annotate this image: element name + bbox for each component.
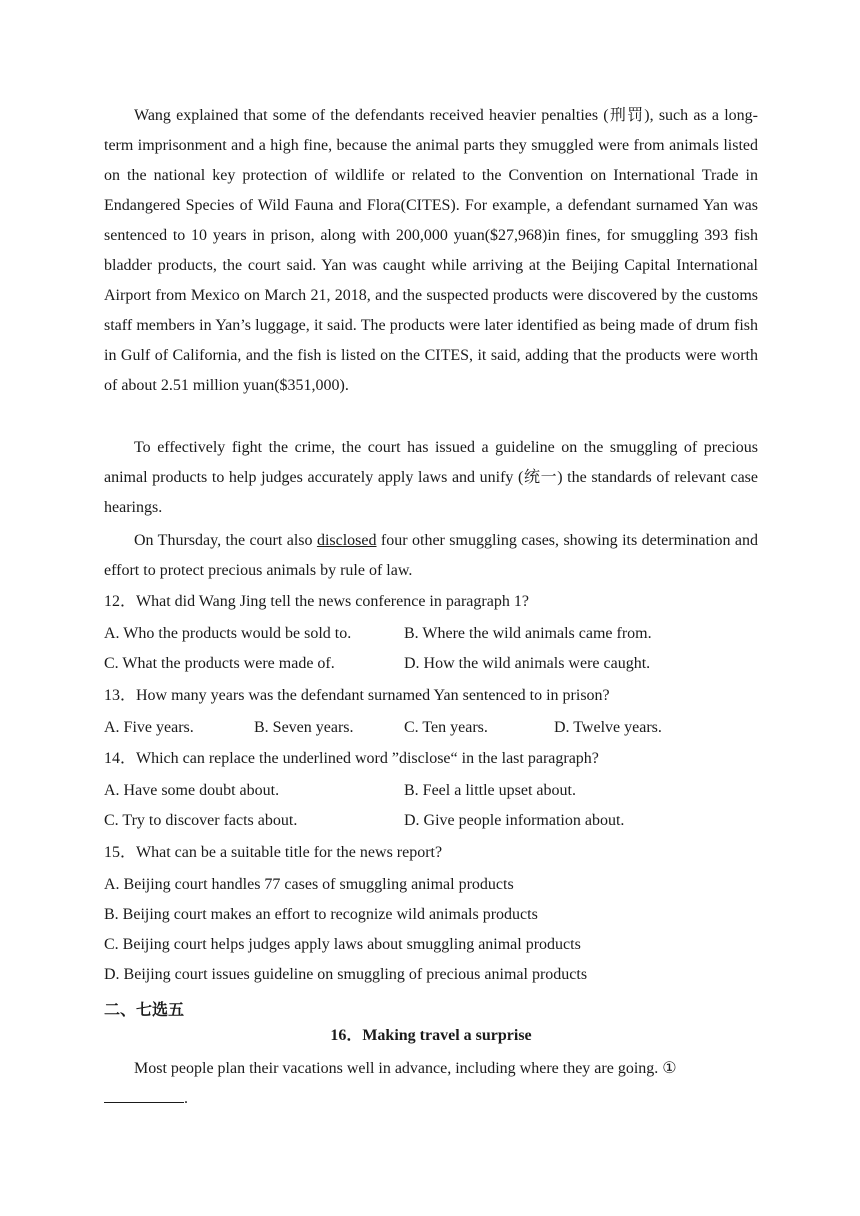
answer-blank-1[interactable]	[104, 1088, 184, 1103]
intro-text: Most people plan their vacations well in advance, including where they are going. ①	[134, 1060, 677, 1077]
section-heading: 二、七选五	[104, 1000, 185, 1019]
question-14-stem: 14．Which can replace the underlined word ”disclose“ in the last paragraph?	[104, 750, 599, 767]
q13-option-c: C. Ten years.	[404, 719, 488, 736]
q12-option-b: B. Where the wild animals came from.	[404, 625, 652, 642]
q12-option-a: A. Who the products would be sold to.	[104, 625, 352, 642]
q14-option-c: C. Try to discover facts about.	[104, 812, 298, 829]
passage-title: 16．Making travel a surprise	[330, 1027, 532, 1044]
q15-option-b: B. Beijing court makes an effort to recognize wild animals products	[104, 906, 538, 923]
q14-option-d: D. Give people information about.	[404, 812, 625, 829]
paragraph-3	[104, 526, 758, 586]
paragraph-1: Wang explained that some of the defendants received heavier penalties (刑罚), such as a long-term imprisonment and a high fine, because the animal parts they smuggled were from animals listed on the national key protection of wildlife or related to the Convention on International Trade in Endangered Species of Wild Fauna and Flora(CITES). For example, a defendant surnamed Yan was sentenced to 10 years in prison, along with 200,000 yuan($27,968)in fines, for smuggling 393 fish bladder products, the court said. Yan was caught while arriving at the Beijing Capital International Airport from Mexico on March 21, 2018, and the suspected products were discovered by the customs staff members in Yan’s luggage, it said. The products were later identified as being made of drum fish in Gulf of California, and the fish is listed on the CITES, it said, adding that the products were worth of about 2.51 million yuan($351,000).	[104, 107, 758, 394]
q15-option-d: D. Beijing court issues guideline on smuggling of precious animal products	[104, 966, 588, 983]
question-13-stem: 13．How many years was the defendant surnamed Yan sentenced to in prison?	[104, 687, 610, 704]
q12-option-c: C. What the products were made of.	[104, 655, 335, 672]
intro-end: .	[184, 1090, 188, 1107]
q13-option-d: D. Twelve years.	[554, 719, 662, 736]
q12-option-d: D. How the wild animals were caught.	[404, 655, 651, 672]
q14-option-a: A. Have some doubt about.	[104, 782, 280, 799]
question-12-stem: 12．What did Wang Jing tell the news conference in paragraph 1?	[104, 593, 529, 610]
q13-option-b: B. Seven years.	[254, 719, 354, 736]
q13-option-a: A. Five years.	[104, 719, 194, 736]
question-15-stem: 15．What can be a suitable title for the news report?	[104, 844, 443, 861]
q14-option-b: B. Feel a little upset about.	[404, 782, 576, 799]
paragraph-3-start: On Thursday, the court also	[134, 532, 317, 549]
paragraph-3-end: four other smuggling cases, showing its determination and effort to protect precious animals by rule of law.	[104, 532, 759, 579]
q15-option-c: C. Beijing court helps judges apply laws about smuggling animal products	[104, 936, 581, 953]
q15-option-a: A. Beijing court handles 77 cases of smuggling animal products	[104, 876, 514, 893]
underlined-word: disclosed	[316, 532, 377, 549]
section-intro	[104, 1054, 758, 1114]
paragraph-2: To effectively fight the crime, the court has issued a guideline on the smuggling of precious animal products to help judges accurately apply laws and unify (统一) the standards of relevant case hearings.	[104, 439, 758, 516]
